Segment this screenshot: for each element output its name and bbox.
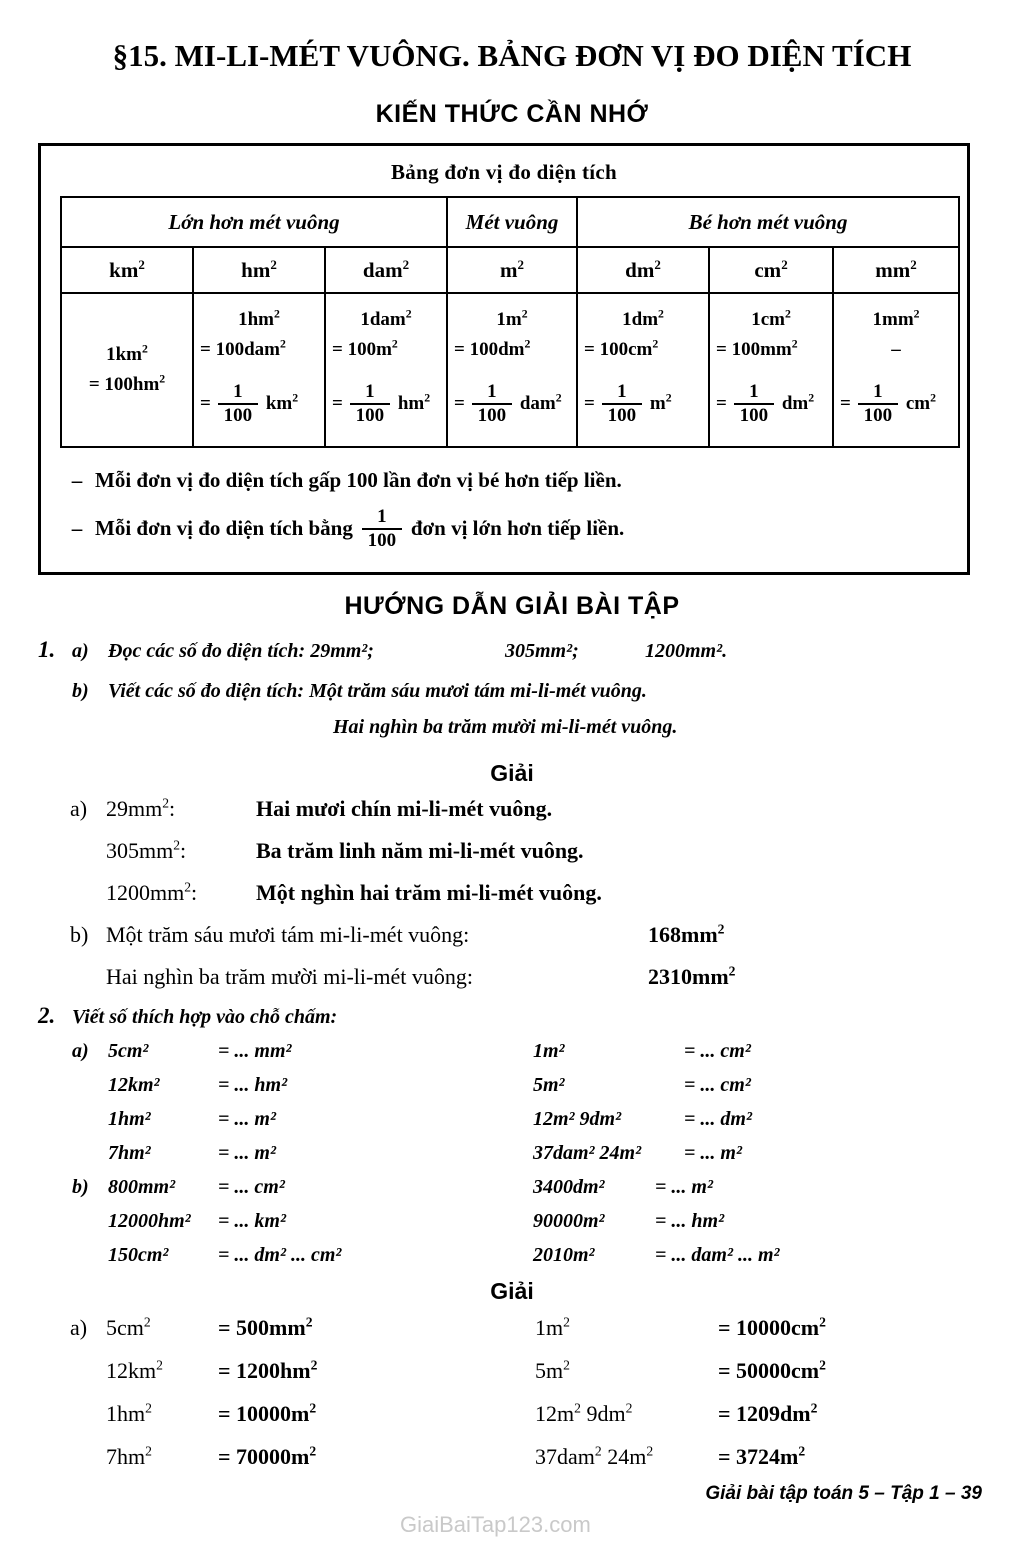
unit-base: dm (625, 257, 655, 282)
area-unit-table (60, 196, 960, 448)
unit-header-m2 (447, 247, 577, 293)
ex1-sol-a-row-q (106, 796, 175, 822)
cell-unit (448, 305, 576, 335)
ex2-ans-right-rhs (718, 1444, 805, 1470)
lhs-base: 37dam (535, 1444, 595, 1469)
fraction-unit (782, 393, 814, 415)
lhs-exp2: 2 (625, 1400, 633, 1416)
q-colon: : (169, 796, 176, 821)
ex2-qb-left-lhs: 150cm² (108, 1244, 169, 1266)
q-base: 29mm (106, 796, 163, 821)
cell-fraction-row (326, 373, 446, 435)
value-base: 168mm (648, 922, 718, 947)
cell-unit (834, 305, 958, 335)
lhs-exp: 2 (145, 1443, 152, 1459)
cell-equals (578, 335, 708, 365)
fraction-unit-base: cm (905, 393, 931, 414)
cell-dm2 (577, 293, 709, 447)
lhs-exp: 2 (563, 1357, 570, 1373)
rhs-base: = 10000m (218, 1401, 310, 1426)
cell-equals-exp: 2 (391, 337, 398, 351)
ex2-ans-right-lhs (535, 1401, 632, 1427)
fraction-denominator: 100 (355, 405, 385, 426)
ex2-solution-a-label: a) (70, 1315, 88, 1340)
ex2-qb-left-rhs: = ... cm² (218, 1176, 285, 1198)
fraction-unit-exp: 2 (424, 391, 431, 405)
cell-equals (194, 335, 324, 365)
fraction-unit-exp: 2 (808, 391, 815, 405)
cell-m2 (447, 293, 577, 447)
q-base: 1200mm (106, 880, 185, 905)
ex2-qa-right-lhs: 12m² 9dm² (533, 1108, 622, 1130)
cell-unit-base: 1cm (751, 309, 785, 330)
group-header-larger: Lớn hơn mét vuông (61, 197, 447, 247)
unit-exp: 2 (910, 256, 917, 272)
cell-unit-exp: 2 (405, 307, 412, 321)
equals-sign: = (454, 393, 465, 414)
fraction-denominator: 100 (367, 529, 397, 551)
fraction-numerator: 1 (233, 381, 243, 403)
q-colon: : (191, 880, 198, 905)
unit-header-dam2 (325, 247, 447, 293)
unit-header-km2 (61, 247, 193, 293)
rhs-base: = 70000m (218, 1444, 310, 1469)
fraction-unit-exp: 2 (292, 391, 299, 405)
cell-unit-exp: 2 (913, 307, 920, 321)
cell-unit-base: 1dm (622, 309, 659, 330)
fraction (858, 382, 898, 426)
lhs-exp: 2 (145, 1400, 152, 1416)
note-text-before: Mỗi đơn vị đo diện tích gấp 100 lần đơn vị bé hơn tiếp liền. (95, 468, 622, 492)
rhs-exp: 2 (309, 1443, 317, 1459)
ex2-ans-left-rhs (218, 1401, 316, 1427)
q-exp: 2 (162, 795, 170, 811)
lhs-exp: 2 (594, 1443, 602, 1459)
fraction-denominator: 100 (607, 405, 637, 426)
ex2-qa-right-rhs: = ... dm² (684, 1108, 752, 1130)
ex1-sol-a-row-answer: Một nghìn hai trăm mi-li-mét vuông. (256, 880, 602, 905)
rhs-exp: 2 (819, 1357, 826, 1373)
unit-exp: 2 (781, 256, 788, 272)
cell-equals-base: – (891, 339, 901, 360)
unit-base: hm (241, 257, 271, 282)
ex2-qa-left-lhs: 7hm² (108, 1142, 151, 1164)
value-base: 2310mm (648, 964, 729, 989)
knowledge-box (38, 143, 970, 575)
page-title: §15. MI-LI-MÉT VUÔNG. BẢNG ĐƠN VỊ ĐO DIỆN TÍCH (112, 38, 912, 73)
q-exp: 2 (173, 837, 181, 853)
unit-header-dm2 (577, 247, 709, 293)
lhs-base2: 9dm (580, 1401, 626, 1426)
cell-equals-base: = 100m (332, 339, 392, 360)
lhs-base: 5m (535, 1358, 564, 1383)
lhs-base: 7hm (106, 1444, 146, 1469)
cell-unit-base: 1hm (238, 309, 274, 330)
cell-unit-exp: 2 (521, 307, 528, 321)
rhs-base: = 3724m (718, 1444, 799, 1469)
ex1-solution-b-label: b) (70, 922, 89, 947)
rhs-exp: 2 (310, 1357, 318, 1373)
ex2-qb-left-rhs: = ... dm² ... cm² (218, 1244, 342, 1266)
exercise-1-number: 1. (38, 637, 56, 662)
table-group-header-row (61, 197, 959, 247)
equals-sign: = (716, 393, 727, 414)
ex1-sol-b-text: Hai nghìn ba trăm mười mi-li-mét vuông: (106, 964, 473, 989)
group-header-smaller: Bé hơn mét vuông (577, 197, 959, 247)
ex2-qa-left-lhs: 12km² (108, 1074, 160, 1096)
fraction (362, 507, 402, 551)
fraction (602, 382, 642, 426)
fraction-unit (520, 393, 562, 415)
ex2-qa-left-rhs: = ... mm² (218, 1040, 292, 1062)
lhs-base: 1m (535, 1315, 564, 1340)
ex1-sol-a-row-q (106, 838, 186, 864)
cell-unit (710, 305, 832, 335)
fraction-unit-exp: 2 (555, 391, 562, 405)
ex2-ans-right-lhs (535, 1444, 653, 1470)
cell-mm2 (833, 293, 959, 447)
fraction-numerator: 1 (873, 381, 883, 403)
lhs-exp: 2 (143, 1314, 151, 1330)
unit-base: km (109, 257, 139, 282)
cell-unit-base: 1mm (872, 309, 914, 330)
fraction-denominator: 100 (477, 405, 507, 426)
ex1-prompt-b-text2: Hai nghìn ba trăm mười mi-li-mét vuông. (333, 716, 678, 738)
fraction-unit-base: hm (397, 393, 425, 414)
ex2-qa-right-lhs: 1m² (533, 1040, 565, 1062)
ex2-qa-right-lhs: 5m² (533, 1074, 565, 1096)
equals-sign: = (584, 393, 595, 414)
lhs-base: 12km (106, 1358, 157, 1383)
ex2-solution-heading: Giải (490, 1278, 534, 1304)
cell-equals (448, 335, 576, 365)
unit-base: cm (754, 257, 782, 282)
bullet-dash-icon: – (71, 516, 83, 541)
fraction (472, 382, 512, 426)
unit-exp: 2 (402, 256, 410, 272)
ex2-ans-left-lhs (106, 1401, 152, 1427)
value-exp: 2 (717, 921, 725, 937)
ex2-qb-left-rhs: = ... km² (218, 1210, 286, 1232)
cell-dam2 (325, 293, 447, 447)
watermark: GiaiBaiTap123.com (400, 1512, 591, 1537)
cell-equals (834, 335, 958, 365)
equals-sign: = (332, 393, 343, 414)
ex2-qa-left-rhs: = ... m² (218, 1142, 276, 1164)
fraction-numerator: 1 (617, 381, 627, 403)
unit-base: m (500, 257, 518, 282)
rhs-base: = 10000cm (718, 1315, 820, 1340)
table-caption: Bảng đơn vị đo diện tích (391, 160, 617, 184)
ex2-ans-left-lhs (106, 1358, 163, 1384)
cell-fraction-row (710, 373, 832, 435)
unit-header-cm2 (709, 247, 833, 293)
value-exp: 2 (728, 963, 736, 979)
rhs-base: = 1200hm (218, 1358, 311, 1383)
cell-cm2 (709, 293, 833, 447)
unit-header-hm2 (193, 247, 325, 293)
unit-exp: 2 (138, 256, 145, 272)
cell-km2 (61, 293, 193, 447)
fraction-denominator: 100 (863, 405, 893, 426)
ex2-qb-left-lhs: 12000hm² (108, 1210, 191, 1232)
lhs-exp: 2 (574, 1400, 581, 1416)
ex1-prompt-b-label: b) (72, 680, 89, 702)
exercise-2-number: 2. (38, 1003, 56, 1028)
ex2-qb-right-rhs: = ... hm² (655, 1210, 725, 1232)
ex2-ans-left-rhs (218, 1358, 317, 1384)
ex2-qa-right-rhs: = ... cm² (684, 1074, 751, 1096)
cell-equals (62, 370, 192, 400)
ex2-qa-left-lhs: 5cm² (108, 1040, 149, 1062)
cell-unit-exp: 2 (142, 342, 148, 356)
ex2-ans-left-rhs (218, 1444, 316, 1470)
q-colon: : (180, 838, 187, 863)
table-unit-header-row (61, 247, 959, 293)
cell-unit (194, 305, 324, 335)
cell-equals-exp: 2 (652, 337, 659, 351)
ex1-prompt-a-text: Đọc các số đo diện tích: 29mm²; (108, 640, 374, 662)
fraction-numerator: 1 (365, 381, 375, 403)
ex2-qb-right-rhs: = ... m² (655, 1176, 713, 1198)
ex2-qb-right-lhs: 90000m² (533, 1210, 605, 1232)
note-text-before: Mỗi đơn vị đo diện tích bằng (95, 516, 353, 541)
cell-hm2 (193, 293, 325, 447)
ex2-qa-right-lhs: 37dam² 24m² (533, 1142, 642, 1164)
rhs-exp: 2 (309, 1400, 317, 1416)
ex1-solution-heading: Giải (490, 760, 534, 786)
ex2-qb-right-lhs: 3400dm² (533, 1176, 605, 1198)
equals-sign: = (200, 393, 211, 414)
cell-unit-base: 1m (496, 309, 522, 330)
fraction-numerator: 1 (487, 381, 497, 403)
fraction (350, 382, 390, 426)
ex1-prompt-a-label: a) (72, 640, 89, 662)
ex2-ans-right-rhs (718, 1315, 826, 1341)
ex2-ans-right-rhs (718, 1401, 817, 1427)
ex2-qb-right-lhs: 2010m² (533, 1244, 595, 1266)
table-body-row (61, 293, 959, 447)
note-text (95, 468, 622, 493)
cell-equals-base: = 100dm (454, 339, 525, 360)
cell-unit-exp: 2 (784, 307, 791, 321)
ex1-sol-a-row-answer: Hai mươi chín mi-li-mét vuông. (256, 796, 553, 821)
rhs-exp: 2 (305, 1314, 313, 1330)
ex1-sol-a-row-answer: Ba trăm linh năm mi-li-mét vuông. (256, 838, 584, 863)
lhs-base: 1hm (106, 1401, 146, 1426)
cell-equals (326, 335, 446, 365)
ex1-solution-a-label: a) (70, 796, 88, 821)
ex1-sol-a-row-q (106, 880, 197, 906)
cell-unit-exp: 2 (658, 307, 664, 321)
equals-sign: = (840, 393, 851, 414)
note-item (59, 507, 955, 551)
ex1-sol-b-value (648, 922, 724, 948)
ex1-sol-b-text: Một trăm sáu mươi tám mi-li-mét vuông: (106, 922, 470, 947)
ex2-qa-right-rhs: = ... cm² (684, 1040, 751, 1062)
fraction-unit (906, 393, 936, 415)
rhs-base: = 1209dm (718, 1401, 811, 1426)
lhs-base: 12m (535, 1401, 575, 1426)
ex2-prompt: Viết số thích hợp vào chỗ chấm: (72, 1006, 338, 1028)
note-item (59, 468, 955, 493)
fraction-numerator: 1 (377, 506, 387, 527)
ex2-ans-left-rhs (218, 1315, 313, 1341)
ex2-ans-left-lhs (106, 1444, 152, 1470)
unit-exp: 2 (654, 256, 661, 272)
cell-unit-base: 1dam (360, 309, 406, 330)
knowledge-notes (59, 468, 955, 565)
unit-exp: 2 (270, 256, 277, 272)
ex2-ans-right-lhs (535, 1358, 570, 1384)
cell-unit (578, 305, 708, 335)
cell-equals-exp: 2 (159, 372, 166, 386)
cell-equals-base: = 100cm (584, 339, 653, 360)
q-exp: 2 (184, 879, 192, 895)
fraction (734, 382, 774, 426)
cell-equals-exp: 2 (524, 337, 531, 351)
fraction-unit-exp: 2 (930, 391, 937, 405)
fraction-unit-base: m (649, 393, 666, 414)
ex1-sol-b-value (648, 964, 735, 990)
ex1-prompt-b-text: Viết các số đo diện tích: Một trăm sáu mươi tám mi-li-mét vuông. (108, 680, 647, 702)
ex1-prompt-a-item2: 305mm²; (505, 640, 579, 662)
fraction (218, 382, 258, 426)
exercise-guide-heading: HƯỚNG DẪN GIẢI BÀI TẬP (344, 592, 680, 620)
ex2-qa-right-rhs: = ... m² (684, 1142, 742, 1164)
fraction-denominator: 100 (739, 405, 769, 426)
group-header-square-meter: Mét vuông (447, 197, 577, 247)
cell-fraction-row (834, 373, 958, 435)
ex2-ans-right-rhs (718, 1358, 826, 1384)
ex2-qa-left-rhs: = ... hm² (218, 1074, 288, 1096)
cell-fraction-row (448, 373, 576, 435)
fraction-unit (266, 393, 298, 415)
ex2-part-a-label: a) (72, 1040, 89, 1062)
cell-unit-base: 1km (106, 344, 142, 365)
fraction-numerator: 1 (749, 381, 759, 403)
ex1-prompt-a-item3: 1200mm². (645, 640, 728, 662)
unit-exp: 2 (517, 256, 525, 272)
ex2-ans-left-lhs (106, 1315, 151, 1341)
cell-fraction-row (194, 373, 324, 435)
fraction-unit-base: km (265, 393, 293, 414)
lhs-exp: 2 (156, 1357, 163, 1373)
fraction-unit-base: dm (781, 393, 809, 414)
footer-page-info: Giải bài tập toán 5 – Tập 1 – 39 (705, 1483, 982, 1504)
cell-equals (710, 335, 832, 365)
note-text (95, 507, 624, 551)
note-text-after: đơn vị lớn hơn tiếp liền. (410, 516, 625, 541)
lhs-base2: 24m (601, 1444, 647, 1469)
fraction-unit-base: dam (519, 393, 556, 414)
unit-base: dam (362, 257, 403, 282)
cell-equals-exp: 2 (791, 337, 798, 351)
cell-unit (326, 305, 446, 335)
cell-equals-base: = 100dam (200, 339, 280, 360)
cell-unit (62, 340, 192, 370)
fraction-unit (398, 393, 430, 415)
ex2-qb-right-rhs: = ... dam² ... m² (655, 1244, 780, 1266)
ex2-qa-left-lhs: 1hm² (108, 1108, 151, 1130)
rhs-base: = 500mm (218, 1315, 306, 1340)
lhs-exp: 2 (563, 1314, 570, 1330)
fraction-unit (650, 393, 672, 415)
bullet-dash-icon: – (71, 468, 83, 492)
ex2-part-b-label: b) (72, 1176, 89, 1198)
cell-fraction-row (578, 373, 708, 435)
fraction-unit-exp: 2 (665, 391, 672, 405)
ex2-qa-left-rhs: = ... m² (218, 1108, 276, 1130)
ex2-qb-left-lhs: 800mm² (108, 1176, 176, 1198)
knowledge-section-heading: KIẾN THỨC CẦN NHỚ (375, 100, 649, 128)
rhs-exp: 2 (810, 1400, 818, 1416)
q-base: 305mm (106, 838, 174, 863)
cell-equals-exp: 2 (279, 337, 286, 351)
lhs-exp2: 2 (646, 1443, 654, 1459)
rhs-exp: 2 (798, 1443, 806, 1459)
cell-equals-base: = 100hm (88, 374, 160, 395)
unit-header-mm2 (833, 247, 959, 293)
ex2-ans-right-lhs (535, 1315, 570, 1341)
cell-equals-base: = 100mm (716, 339, 792, 360)
rhs-exp: 2 (819, 1314, 826, 1330)
fraction-denominator: 100 (223, 405, 253, 426)
unit-base: mm (875, 257, 911, 282)
rhs-base: = 50000cm (718, 1358, 820, 1383)
cell-unit-exp: 2 (274, 307, 280, 321)
lhs-base: 5cm (106, 1315, 144, 1340)
